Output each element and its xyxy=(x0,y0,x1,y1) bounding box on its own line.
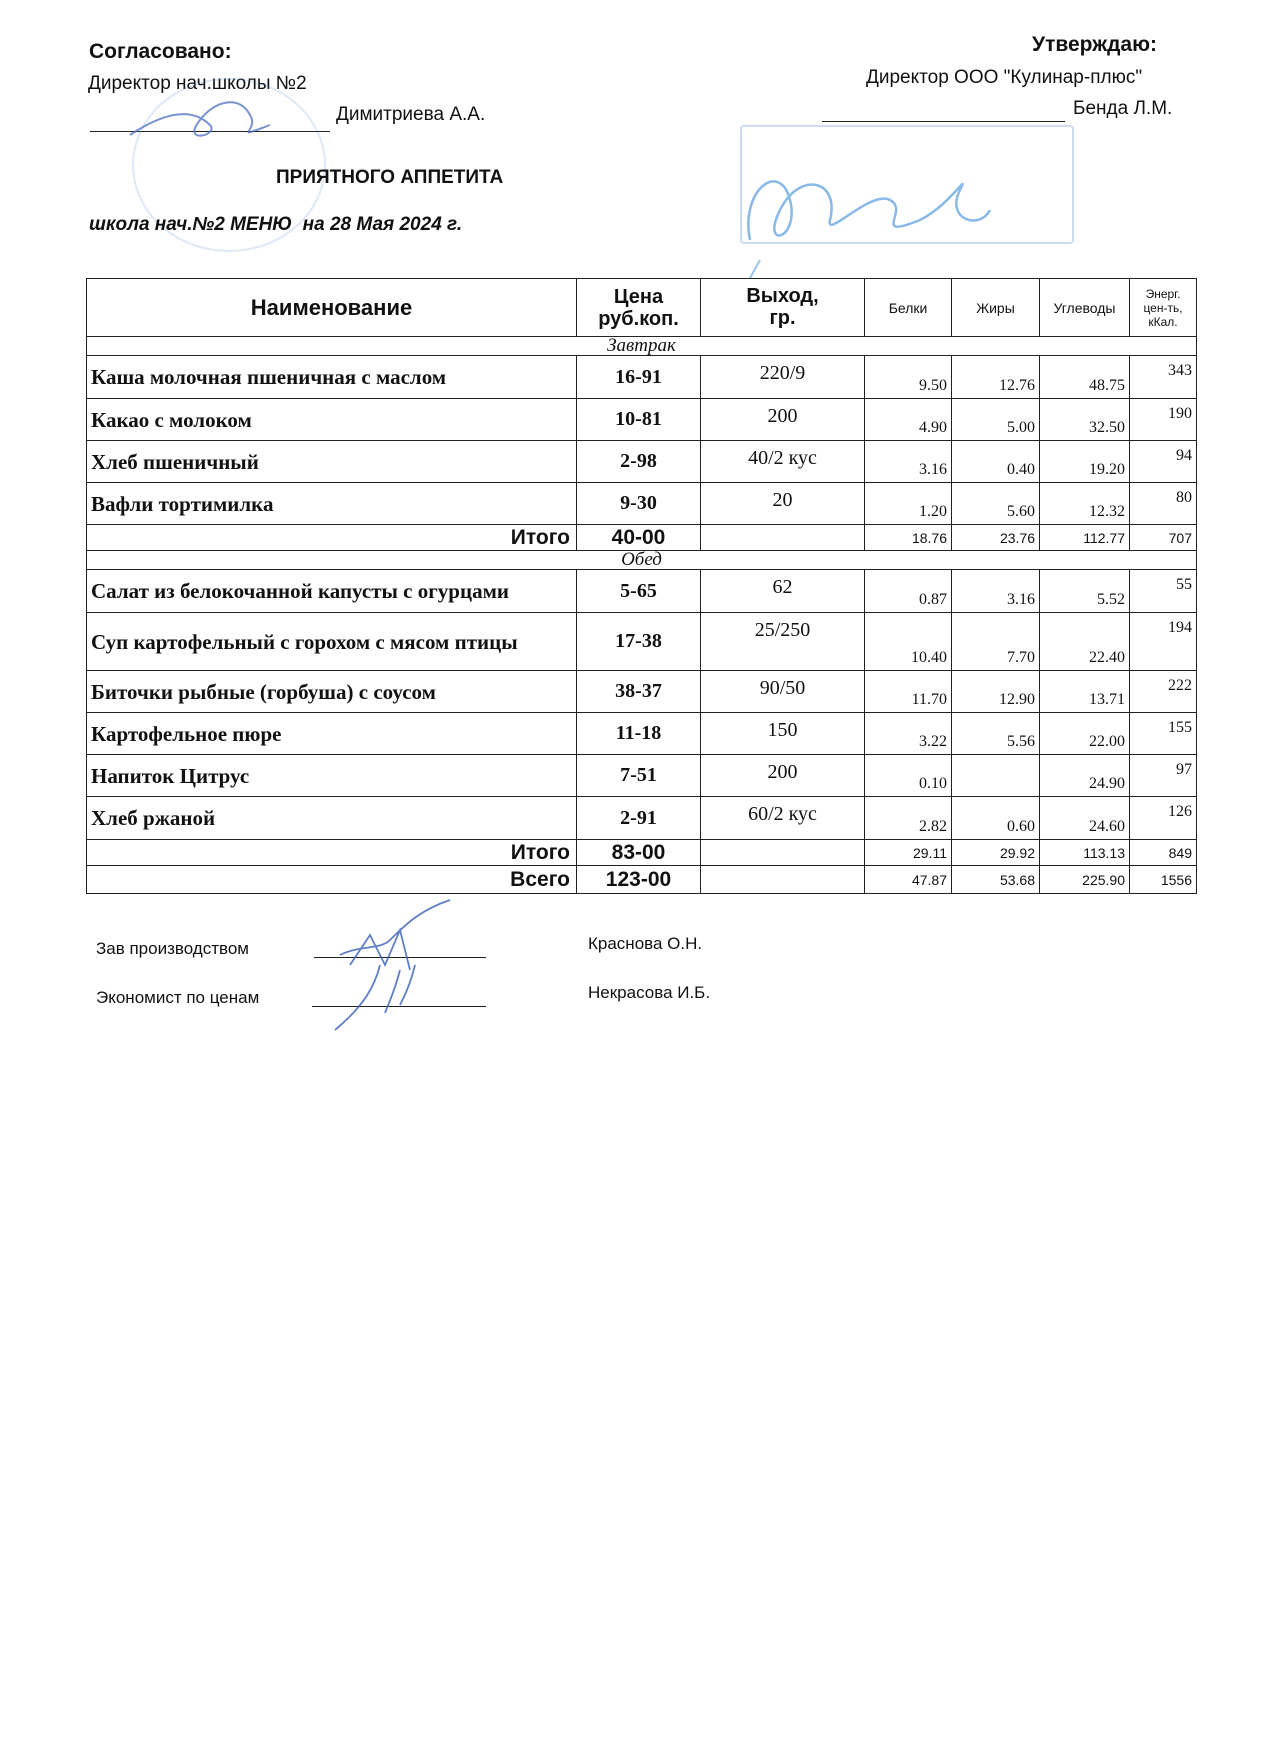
item-fats: 3.16 xyxy=(952,570,1040,613)
item-kcal: 190 xyxy=(1130,399,1197,441)
lunch-items xyxy=(87,570,1197,840)
item-carbs: 22.40 xyxy=(1040,613,1130,671)
item-name: Суп картофельный с горохом с мясом птицы xyxy=(87,613,577,671)
table-row xyxy=(87,797,1197,840)
approved-right-title: Утверждаю: xyxy=(1032,33,1158,56)
item-proteins: 9.50 xyxy=(865,356,952,399)
item-price: 9-30 xyxy=(577,483,701,525)
table-row xyxy=(87,441,1197,483)
table-row xyxy=(87,399,1197,441)
item-price: 17-38 xyxy=(577,613,701,671)
item-name: Каша молочная пшеничная с маслом xyxy=(87,356,577,399)
approved-left-title: Согласовано: xyxy=(89,40,232,63)
total-yield xyxy=(701,525,865,551)
grand-total-carbs: 225.90 xyxy=(1040,866,1130,894)
item-name: Напиток Цитрус xyxy=(87,755,577,797)
total-row-lunch xyxy=(87,840,1197,866)
production-manager-name: Краснова О.Н. xyxy=(588,934,703,953)
total-yield xyxy=(701,840,865,866)
header-proteins: Белки xyxy=(865,279,952,337)
total-fats: 29.92 xyxy=(952,840,1040,866)
section-row-lunch xyxy=(87,551,1197,570)
greeting-heading: ПРИЯТНОГО АППЕТИТА xyxy=(276,167,504,188)
header-carbs: Углеводы xyxy=(1040,279,1130,337)
item-kcal: 97 xyxy=(1130,755,1197,797)
section-label-breakfast: Завтрак xyxy=(87,337,1197,356)
section-label-lunch: Обед xyxy=(87,551,1197,570)
item-name: Хлеб пшеничный xyxy=(87,441,577,483)
item-name: Хлеб ржаной xyxy=(87,797,577,840)
grand-total-row xyxy=(87,866,1197,894)
table-row xyxy=(87,356,1197,399)
item-name: Биточки рыбные (горбуша) с соусом xyxy=(87,671,577,713)
item-price: 7-51 xyxy=(577,755,701,797)
item-proteins: 3.16 xyxy=(865,441,952,483)
approved-right-name: Бенда Л.М. xyxy=(1073,98,1173,119)
grand-total-kcal: 1556 xyxy=(1130,866,1197,894)
signature-right-icon xyxy=(720,130,1000,280)
item-carbs: 24.90 xyxy=(1040,755,1130,797)
item-fats: 7.70 xyxy=(952,613,1040,671)
table-header-row xyxy=(87,279,1197,337)
item-name: Салат из белокочанной капусты с огурцами xyxy=(87,570,577,613)
item-proteins: 0.87 xyxy=(865,570,952,613)
item-yield: 220/9 xyxy=(701,356,865,399)
item-carbs: 22.00 xyxy=(1040,713,1130,755)
item-fats: 12.76 xyxy=(952,356,1040,399)
table-row xyxy=(87,483,1197,525)
table-row xyxy=(87,671,1197,713)
item-fats xyxy=(952,755,1040,797)
item-carbs: 19.20 xyxy=(1040,441,1130,483)
approved-right-position: Директор ООО "Кулинар-плюс" xyxy=(866,67,1143,88)
item-yield: 40/2 кус xyxy=(701,441,865,483)
item-proteins: 0.10 xyxy=(865,755,952,797)
item-carbs: 24.60 xyxy=(1040,797,1130,840)
total-price: 40-00 xyxy=(577,525,701,551)
item-price: 16-91 xyxy=(577,356,701,399)
item-carbs: 12.32 xyxy=(1040,483,1130,525)
total-label: Итого xyxy=(87,525,577,551)
item-carbs: 32.50 xyxy=(1040,399,1130,441)
item-fats: 5.56 xyxy=(952,713,1040,755)
item-fats: 5.00 xyxy=(952,399,1040,441)
item-proteins: 1.20 xyxy=(865,483,952,525)
item-yield: 25/250 xyxy=(701,613,865,671)
total-kcal: 849 xyxy=(1130,840,1197,866)
economist-name: Некрасова И.Б. xyxy=(588,983,711,1002)
grand-total-yield xyxy=(701,866,865,894)
grand-total-price: 123-00 xyxy=(577,866,701,894)
table-row xyxy=(87,713,1197,755)
item-kcal: 80 xyxy=(1130,483,1197,525)
table-row xyxy=(87,755,1197,797)
item-fats: 12.90 xyxy=(952,671,1040,713)
item-name: Вафли тортимилка xyxy=(87,483,577,525)
item-kcal: 55 xyxy=(1130,570,1197,613)
item-price: 2-91 xyxy=(577,797,701,840)
production-manager-label: Зав производством xyxy=(96,939,249,958)
item-price: 5-65 xyxy=(577,570,701,613)
grand-total-proteins: 47.87 xyxy=(865,866,952,894)
item-yield: 200 xyxy=(701,399,865,441)
signature-left-icon xyxy=(120,85,300,155)
signature-line-right xyxy=(822,121,1065,122)
item-proteins: 10.40 xyxy=(865,613,952,671)
total-proteins: 18.76 xyxy=(865,525,952,551)
header-yield: Выход, гр. xyxy=(701,279,865,337)
item-kcal: 194 xyxy=(1130,613,1197,671)
total-carbs: 112.77 xyxy=(1040,525,1130,551)
item-yield: 150 xyxy=(701,713,865,755)
item-proteins: 4.90 xyxy=(865,399,952,441)
item-name: Картофельное пюре xyxy=(87,713,577,755)
item-fats: 0.60 xyxy=(952,797,1040,840)
header-fats: Жиры xyxy=(952,279,1040,337)
approved-left-name: Димитриева А.А. xyxy=(336,104,486,125)
menu-subtitle: школа нач.№2 МЕНЮ на 28 Мая 2024 г. xyxy=(89,214,463,235)
item-yield: 90/50 xyxy=(701,671,865,713)
item-fats: 0.40 xyxy=(952,441,1040,483)
item-yield: 200 xyxy=(701,755,865,797)
section-row-breakfast xyxy=(87,337,1197,356)
grand-total-label: Всего xyxy=(87,866,577,894)
item-price: 10-81 xyxy=(577,399,701,441)
item-price: 38-37 xyxy=(577,671,701,713)
item-kcal: 155 xyxy=(1130,713,1197,755)
item-price: 2-98 xyxy=(577,441,701,483)
item-carbs: 5.52 xyxy=(1040,570,1130,613)
item-carbs: 48.75 xyxy=(1040,356,1130,399)
total-fats: 23.76 xyxy=(952,525,1040,551)
item-name: Какао с молоком xyxy=(87,399,577,441)
item-yield: 62 xyxy=(701,570,865,613)
header-price: Цена руб.коп. xyxy=(577,279,701,337)
item-fats: 5.60 xyxy=(952,483,1040,525)
total-kcal: 707 xyxy=(1130,525,1197,551)
economist-label: Экономист по ценам xyxy=(96,988,260,1007)
item-proteins: 2.82 xyxy=(865,797,952,840)
total-label: Итого xyxy=(87,840,577,866)
breakfast-items xyxy=(87,356,1197,525)
total-row-breakfast xyxy=(87,525,1197,551)
approved-left-position: Директор нач.школы №2 xyxy=(88,73,307,94)
item-kcal: 94 xyxy=(1130,441,1197,483)
item-carbs: 13.71 xyxy=(1040,671,1130,713)
table-row xyxy=(87,570,1197,613)
item-price: 11-18 xyxy=(577,713,701,755)
item-yield: 60/2 кус xyxy=(701,797,865,840)
header-energy: Энерг. цен-ть, кКал. xyxy=(1130,279,1197,337)
total-price: 83-00 xyxy=(577,840,701,866)
footer-signature-icon xyxy=(330,895,470,1035)
menu-table xyxy=(86,278,1197,894)
item-proteins: 3.22 xyxy=(865,713,952,755)
item-kcal: 222 xyxy=(1130,671,1197,713)
item-proteins: 11.70 xyxy=(865,671,952,713)
header-name: Наименование xyxy=(87,279,577,337)
table-row xyxy=(87,613,1197,671)
item-yield: 20 xyxy=(701,483,865,525)
total-carbs: 113.13 xyxy=(1040,840,1130,866)
item-kcal: 126 xyxy=(1130,797,1197,840)
item-kcal: 343 xyxy=(1130,356,1197,399)
grand-total-fats: 53.68 xyxy=(952,866,1040,894)
total-proteins: 29.11 xyxy=(865,840,952,866)
